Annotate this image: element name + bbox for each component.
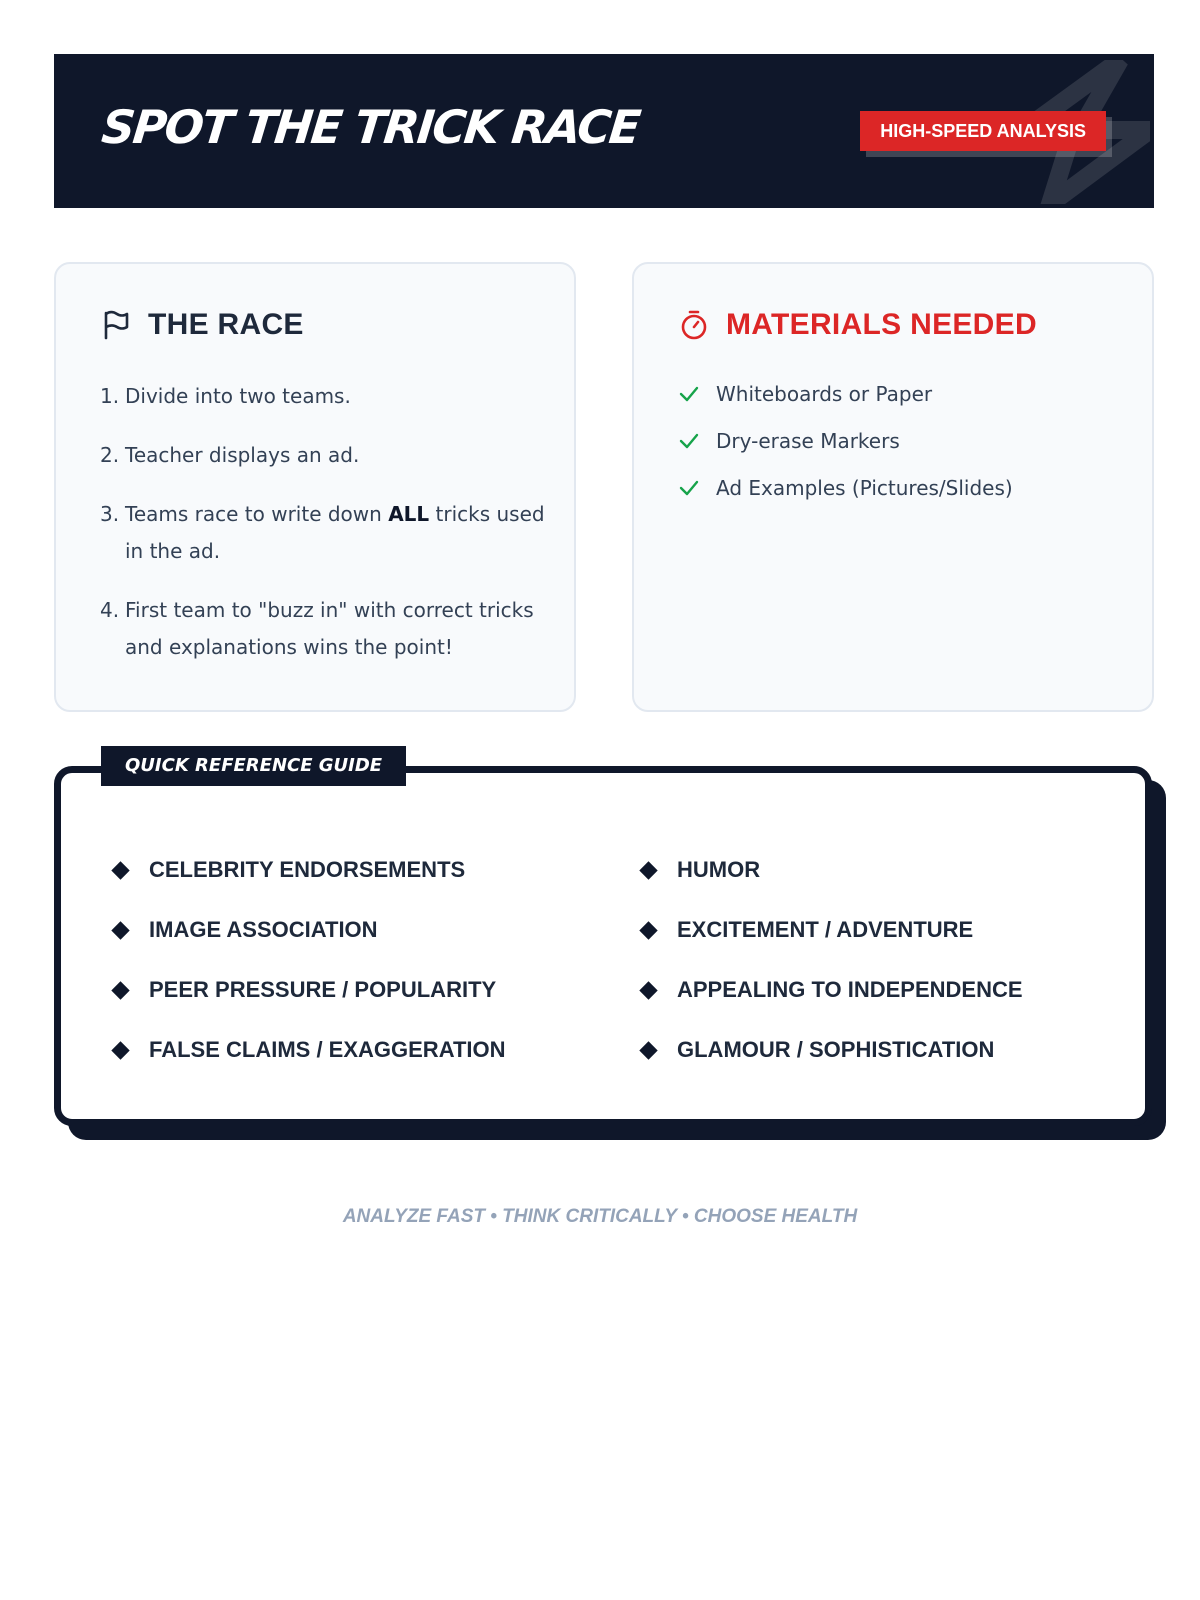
- trick-label: GLAMOUR / SOPHISTICATION: [677, 1037, 995, 1062]
- step-number: 1.: [100, 384, 120, 408]
- step-number: 2.: [100, 443, 120, 467]
- trick-label: EXCITEMENT / ADVENTURE: [677, 917, 974, 942]
- list-item: [110, 970, 506, 1010]
- list-item: [678, 474, 1013, 502]
- trick-label: HUMOR: [677, 857, 761, 882]
- race-step: [100, 378, 550, 415]
- check-icon: [678, 383, 700, 405]
- list-item: [678, 380, 1013, 408]
- diamond-icon: [111, 1041, 129, 1059]
- diamond-icon: [111, 861, 129, 879]
- step-text: Divide into two teams.: [125, 384, 351, 408]
- list-item: [638, 850, 1023, 890]
- race-card: [54, 262, 576, 712]
- header-badge: HIGH-SPEED ANALYSIS: [860, 111, 1106, 151]
- step-number: 3.: [100, 502, 120, 526]
- materials-list: [678, 380, 1013, 521]
- page-title: SPOT THE TRICK RACE: [99, 100, 642, 154]
- step-text: Teams race to write down: [125, 502, 389, 526]
- trick-label: CELEBRITY ENDORSEMENTS: [149, 857, 466, 882]
- step-text: Teacher displays an ad.: [125, 443, 360, 467]
- diamond-icon: [639, 1041, 657, 1059]
- header-banner: [54, 54, 1154, 208]
- material-label: Ad Examples (Pictures/Slides): [716, 476, 1013, 500]
- step-number: 4.: [100, 598, 120, 622]
- list-item: [638, 910, 1023, 950]
- race-heading-text: THE RACE: [148, 308, 304, 341]
- list-item: [638, 1030, 1023, 1070]
- flag-icon: [100, 309, 132, 341]
- list-item: [110, 1030, 506, 1070]
- diamond-icon: [639, 981, 657, 999]
- race-steps: [100, 378, 550, 688]
- reference-tab: QUICK REFERENCE GUIDE: [101, 746, 406, 786]
- list-item: [110, 910, 506, 950]
- diamond-icon: [639, 861, 657, 879]
- step-text: tricks used in the ad.: [125, 502, 545, 563]
- footer-tagline: ANALYZE FAST • THINK CRITICALLY • CHOOSE HEALTH: [342, 1206, 858, 1227]
- diamond-icon: [639, 921, 657, 939]
- list-item: [110, 850, 506, 890]
- race-step: [100, 496, 550, 570]
- diamond-icon: [111, 981, 129, 999]
- materials-card: [632, 262, 1154, 712]
- race-heading: [100, 308, 304, 342]
- race-step: [100, 437, 550, 474]
- trick-label: FALSE CLAIMS / EXAGGERATION: [149, 1037, 506, 1062]
- race-step: [100, 592, 550, 666]
- check-icon: [678, 477, 700, 499]
- step-text: First team to "buzz in" with correct tricks and explanations wins the point!: [125, 598, 534, 659]
- materials-heading: [678, 308, 1037, 342]
- step-emphasis: ALL: [388, 502, 430, 526]
- trick-label: APPEALING TO INDEPENDENCE: [677, 977, 1023, 1002]
- reference-list-left: [110, 850, 506, 1090]
- diamond-icon: [111, 921, 129, 939]
- material-label: Whiteboards or Paper: [716, 382, 933, 406]
- stopwatch-icon: [678, 309, 710, 341]
- list-item: [678, 427, 1013, 455]
- list-item: [638, 970, 1023, 1010]
- material-label: Dry-erase Markers: [716, 429, 900, 453]
- materials-heading-text: MATERIALS NEEDED: [726, 308, 1037, 341]
- check-icon: [678, 430, 700, 452]
- reference-list-right: [638, 850, 1023, 1090]
- trick-label: IMAGE ASSOCIATION: [149, 917, 378, 942]
- trick-label: PEER PRESSURE / POPULARITY: [149, 977, 497, 1002]
